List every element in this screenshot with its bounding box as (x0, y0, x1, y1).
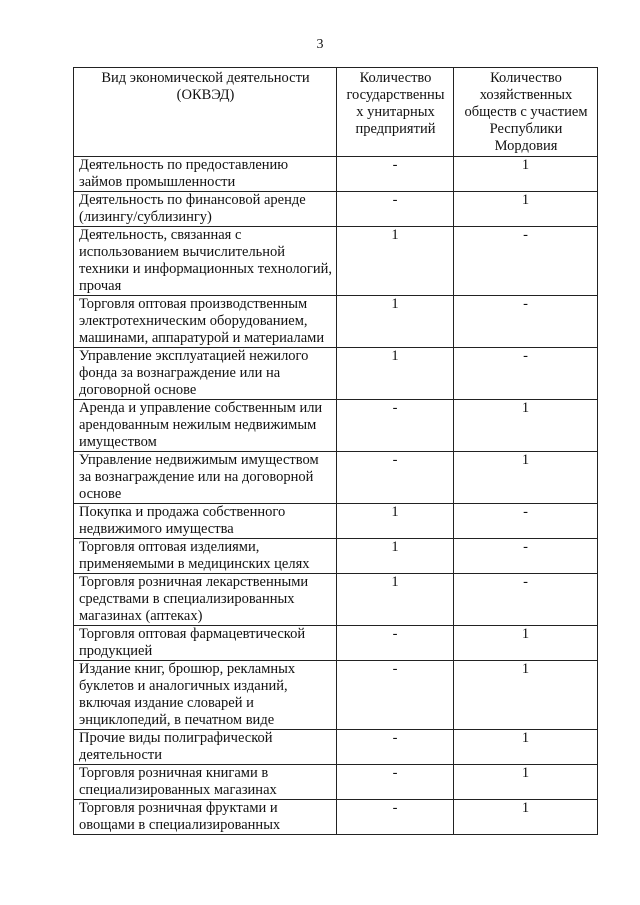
table-row (74, 504, 598, 539)
cell-state-unitary: 1 (337, 504, 454, 539)
cell-state-unitary: - (337, 400, 454, 452)
table-row (74, 452, 598, 504)
cell-state-unitary: - (337, 661, 454, 730)
cell-activity: Деятельность, связанная с использованием вычислительной техники и информационных технологий, прочая (74, 227, 337, 296)
cell-activity: Аренда и управление собственным или арендованным нежилым недвижимым имуществом (74, 400, 337, 452)
cell-activity: Деятельность по финансовой аренде (лизингу/сублизингу) (74, 192, 337, 227)
cell-activity: Деятельность по предоставлению займов промышленности (74, 157, 337, 192)
cell-activity: Торговля розничная книгами в специализированных магазинах (74, 765, 337, 800)
table-row (74, 227, 598, 296)
table-row (74, 348, 598, 400)
cell-activity: Управление недвижимым имуществом за вознаграждение или на договорной основе (74, 452, 337, 504)
cell-business-companies: 1 (454, 192, 598, 227)
header-activity-line2: (ОКВЭД) (176, 87, 235, 103)
table-row (74, 296, 598, 348)
cell-activity: Покупка и продажа собственного недвижимого имущества (74, 504, 337, 539)
cell-business-companies: - (454, 227, 598, 296)
table-row (74, 157, 598, 192)
cell-business-companies: 1 (454, 730, 598, 765)
cell-activity: Торговля розничная лекарственными средствами в специализированных магазинах (аптеках) (74, 574, 337, 626)
header-activity-line1: Вид экономической деятельности (101, 70, 310, 86)
cell-activity: Прочие виды полиграфической деятельности (74, 730, 337, 765)
cell-state-unitary: - (337, 765, 454, 800)
page-number: 3 (316, 37, 324, 52)
cell-activity: Торговля оптовая производственным электротехническим оборудованием, машинами, аппаратурой и материалами (74, 296, 337, 348)
cell-business-companies: - (454, 574, 598, 626)
table-row (74, 661, 598, 730)
cell-state-unitary: 1 (337, 539, 454, 574)
table-body (74, 157, 598, 835)
cell-business-companies: - (454, 504, 598, 539)
cell-business-companies: 1 (454, 452, 598, 504)
table-row (74, 730, 598, 765)
table-row (74, 800, 598, 835)
cell-state-unitary: - (337, 800, 454, 835)
cell-activity: Торговля оптовая изделиями, применяемыми в медицинских целях (74, 539, 337, 574)
cell-business-companies: - (454, 539, 598, 574)
cell-state-unitary: 1 (337, 296, 454, 348)
cell-business-companies: 1 (454, 765, 598, 800)
cell-activity: Торговля оптовая фармацевтической продукцией (74, 626, 337, 661)
cell-business-companies: 1 (454, 800, 598, 835)
cell-business-companies: 1 (454, 626, 598, 661)
cell-state-unitary: 1 (337, 348, 454, 400)
header-state-unitary: Количество государственны х унитарных предприятий (337, 68, 454, 157)
cell-state-unitary: 1 (337, 574, 454, 626)
okved-table (73, 67, 598, 835)
table-row (74, 539, 598, 574)
cell-activity: Торговля розничная фруктами и овощами в специализированных (74, 800, 337, 835)
cell-business-companies: - (454, 348, 598, 400)
cell-business-companies: 1 (454, 661, 598, 730)
table-row (74, 574, 598, 626)
header-activity (74, 68, 337, 157)
table-row (74, 400, 598, 452)
table-row (74, 626, 598, 661)
cell-business-companies: - (454, 296, 598, 348)
cell-state-unitary: - (337, 452, 454, 504)
cell-state-unitary: - (337, 730, 454, 765)
table-row (74, 192, 598, 227)
cell-activity: Управление эксплуатацией нежилого фонда за вознаграждение или на договорной основе (74, 348, 337, 400)
cell-business-companies: 1 (454, 157, 598, 192)
cell-state-unitary: - (337, 192, 454, 227)
cell-state-unitary: - (337, 626, 454, 661)
cell-state-unitary: 1 (337, 227, 454, 296)
cell-state-unitary: - (337, 157, 454, 192)
header-business-companies: Количество хозяйственных обществ с участием Республики Мордовия (454, 68, 598, 157)
table-row (74, 765, 598, 800)
cell-business-companies: 1 (454, 400, 598, 452)
table-header-row (74, 68, 598, 157)
cell-activity: Издание книг, брошюр, рекламных буклетов и аналогичных изданий, включая издание словарей и энциклопедий, в печатном виде (74, 661, 337, 730)
